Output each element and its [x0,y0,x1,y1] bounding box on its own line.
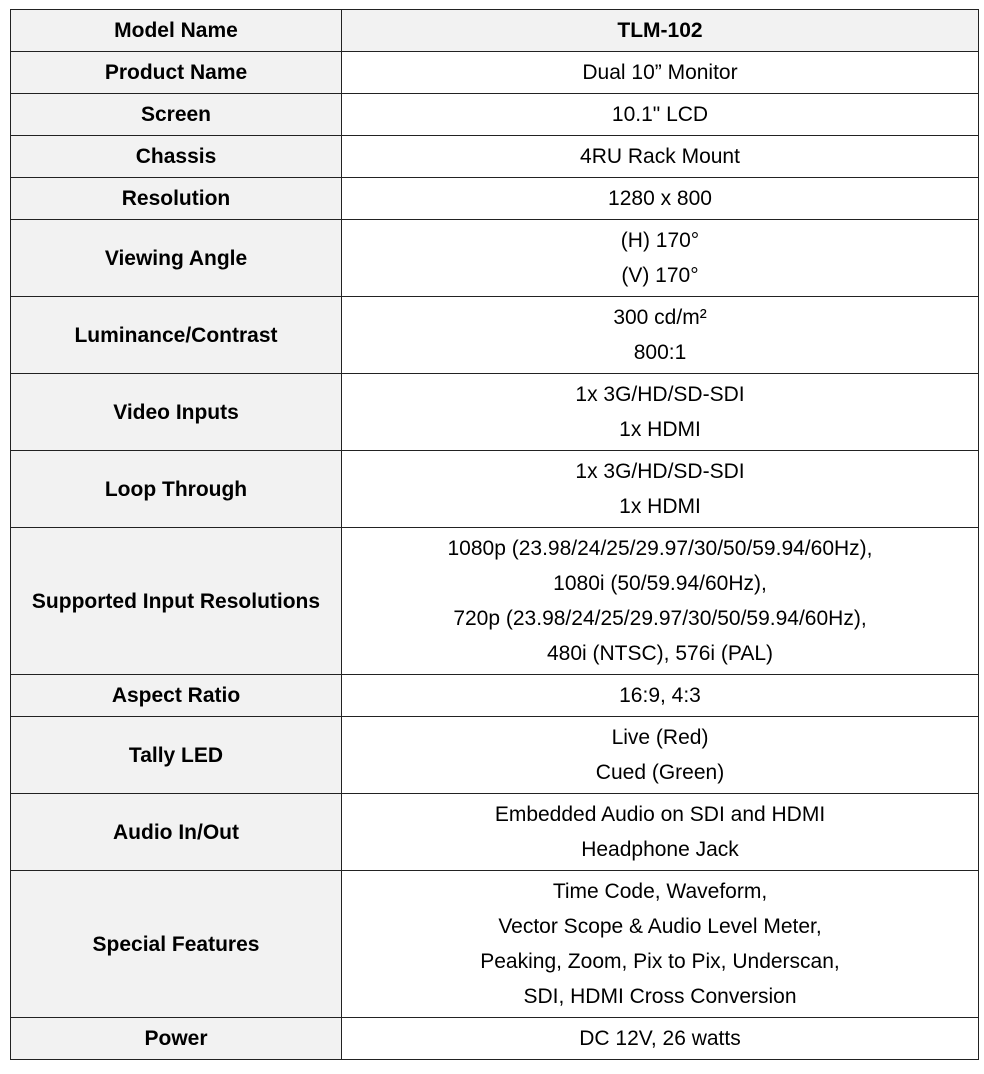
spec-value-line: Vector Scope & Audio Level Meter, [498,915,822,938]
spec-value-line: DC 12V, 26 watts [579,1027,741,1050]
spec-label: Power [11,1018,342,1060]
spec-label: Loop Through [11,451,342,528]
spec-value-line: 720p (23.98/24/25/29.97/30/50/59.94/60Hz), [453,607,867,630]
spec-value-line: 800:1 [633,341,687,364]
spec-value [342,297,979,374]
spec-label: Supported Input Resolutions [11,528,342,675]
spec-value [342,794,979,871]
spec-value-line: 1x 3G/HD/SD-SDI [575,383,745,406]
spec-row [11,675,979,717]
spec-value-line: 1080p (23.98/24/25/29.97/30/50/59.94/60Hz), [447,537,873,560]
spec-label: Viewing Angle [11,220,342,297]
spec-label: Screen [11,94,342,136]
spec-value [342,220,979,297]
spec-label: Tally LED [11,717,342,794]
spec-label: Special Features [11,871,342,1018]
spec-label: Luminance/Contrast [11,297,342,374]
spec-label: Aspect Ratio [11,675,342,717]
spec-value [342,675,979,717]
spec-row [11,717,979,794]
spec-value [342,136,979,178]
spec-row [11,10,979,52]
spec-value [342,717,979,794]
spec-row [11,136,979,178]
spec-label: Product Name [11,52,342,94]
spec-label: Chassis [11,136,342,178]
spec-value-line: SDI, HDMI Cross Conversion [523,985,797,1008]
spec-row [11,871,979,1018]
spec-value-line: Peaking, Zoom, Pix to Pix, Underscan, [480,950,840,973]
spec-value [342,10,979,52]
spec-value-line: 1x HDMI [619,495,701,518]
spec-value-line: Live (Red) [611,726,709,749]
spec-value-line: (V) 170° [621,264,699,287]
spec-row [11,794,979,871]
spec-value-line: 1080i (50/59.94/60Hz), [553,572,767,595]
spec-table [10,9,979,1060]
spec-value-line: (H) 170° [620,229,700,252]
spec-value-line: Headphone Jack [581,838,739,861]
spec-value [342,528,979,675]
spec-value-line: Dual 10” Monitor [582,61,738,84]
spec-value-line: 1x HDMI [619,418,701,441]
spec-row [11,94,979,136]
spec-row [11,1018,979,1060]
spec-row [11,451,979,528]
spec-value-line: Time Code, Waveform, [552,880,768,903]
spec-label: Audio In/Out [11,794,342,871]
spec-value-line: 16:9, 4:3 [619,684,701,707]
spec-value-line: Embedded Audio on SDI and HDMI [494,803,826,826]
spec-value-line: 1x 3G/HD/SD-SDI [575,460,745,483]
spec-label: Model Name [11,10,342,52]
spec-value-line: TLM-102 [617,19,703,42]
spec-value [342,374,979,451]
spec-row [11,178,979,220]
spec-table-body [11,10,979,1060]
spec-value-line: 1280 x 800 [608,187,712,210]
spec-value-line: 480i (NTSC), 576i (PAL) [546,642,774,665]
spec-label: Resolution [11,178,342,220]
spec-row [11,297,979,374]
spec-value [342,871,979,1018]
spec-value [342,178,979,220]
spec-row [11,374,979,451]
spec-value-line: 10.1" LCD [611,103,709,126]
spec-value-line: 4RU Rack Mount [580,145,740,168]
spec-row [11,528,979,675]
spec-value [342,451,979,528]
spec-value [342,1018,979,1060]
spec-value [342,52,979,94]
spec-value-line: 300 cd/m² [613,306,707,329]
spec-row [11,220,979,297]
spec-value-line: Cued (Green) [595,761,725,784]
spec-value [342,94,979,136]
spec-label: Video Inputs [11,374,342,451]
spec-row [11,52,979,94]
